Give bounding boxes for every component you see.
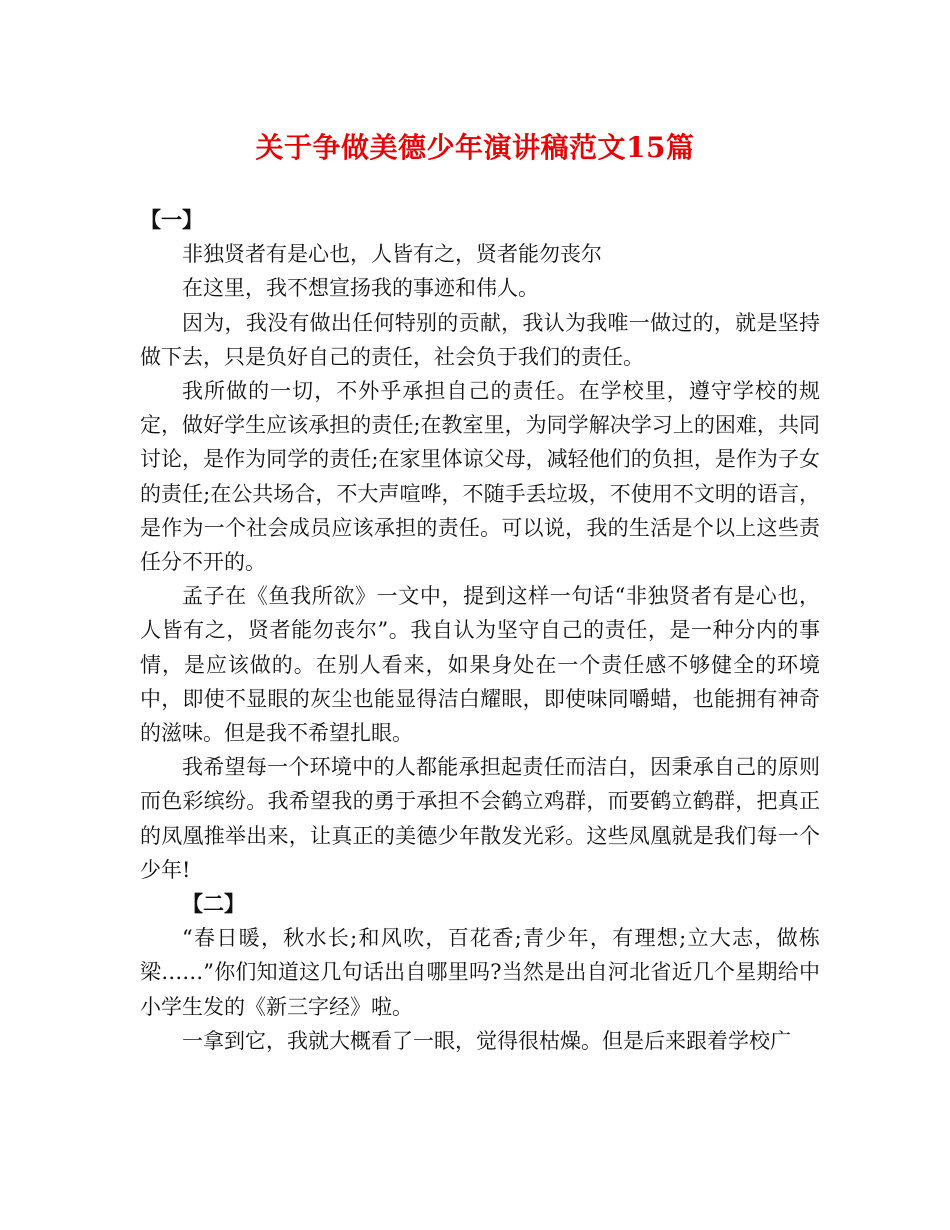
- section-heading: 【一】: [140, 207, 203, 232]
- body-paragraph: 我希望每一个环境中的人都能承担起责任而洁白，因秉承自己的原则而色彩缤纷。我希望我的勇于承担不会鹤立鸡群，而要鹤立鹤群，把真正的凤凰推举出来，让真正的美德少年散发光彩。这些凤凰就是我们每一个少年!: [140, 755, 820, 882]
- section-heading: 【二】: [182, 891, 245, 917]
- body-paragraph: 因为，我没有做出任何特别的贡献，我认为我唯一做过的，就是坚持做下去，只是负好自己的责任，社会负于我们的责任。: [140, 310, 820, 369]
- body-paragraph: 我所做的一切，不外乎承担自己的责任。在学校里，遵守学校的规定，做好学生应该承担的责任;在教室里，为同学解决学习上的困难，共同讨论，是作为同学的责任;在家里体谅父母，减轻他们的负担，是作为子女的责任;在公共场合，不大声喧哗，不随手丢垃圾，不使用不文明的语言，是作为一个社会成员应该承担的责任。可以说，我的生活是个以上这些责任分不开的。: [140, 379, 820, 575]
- document-title: 关于争做美德少年演讲稿范文15篇: [255, 131, 695, 164]
- document-body: [140, 203, 820, 1058]
- body-paragraph: 孟子在《鱼我所欲》一文中，提到这样一句话“非独贤者有是心也，人皆有之，贤者能勿丧尔”。我自认为坚守自己的责任，是一种分内的事情，是应该做的。在别人看来，如果身处在一个责任感不够健全的环境中，即使不显眼的灰尘也能显得洁白耀眼，即使味同嚼蜡，也能拥有神奇的滋味。但是我不希望扎眼。: [140, 584, 820, 746]
- body-paragraph: 在这里，我不想宣扬我的事迹和伟人。: [182, 276, 539, 301]
- body-paragraph: 一拿到它，我就大概看了一眼，觉得很枯燥。但是后来跟着学校广: [182, 1028, 791, 1053]
- body-paragraph: “春日暖，秋水长;和风吹，百花香;青少年，有理想;立大志，做栋梁……”你们知道这几句话出自哪里吗?当然是出自河北省近几个星期给中小学生发的《新三字经》啦。: [140, 926, 820, 1019]
- body-paragraph: 非独贤者有是心也，人皆有之，贤者能勿丧尔: [182, 242, 602, 267]
